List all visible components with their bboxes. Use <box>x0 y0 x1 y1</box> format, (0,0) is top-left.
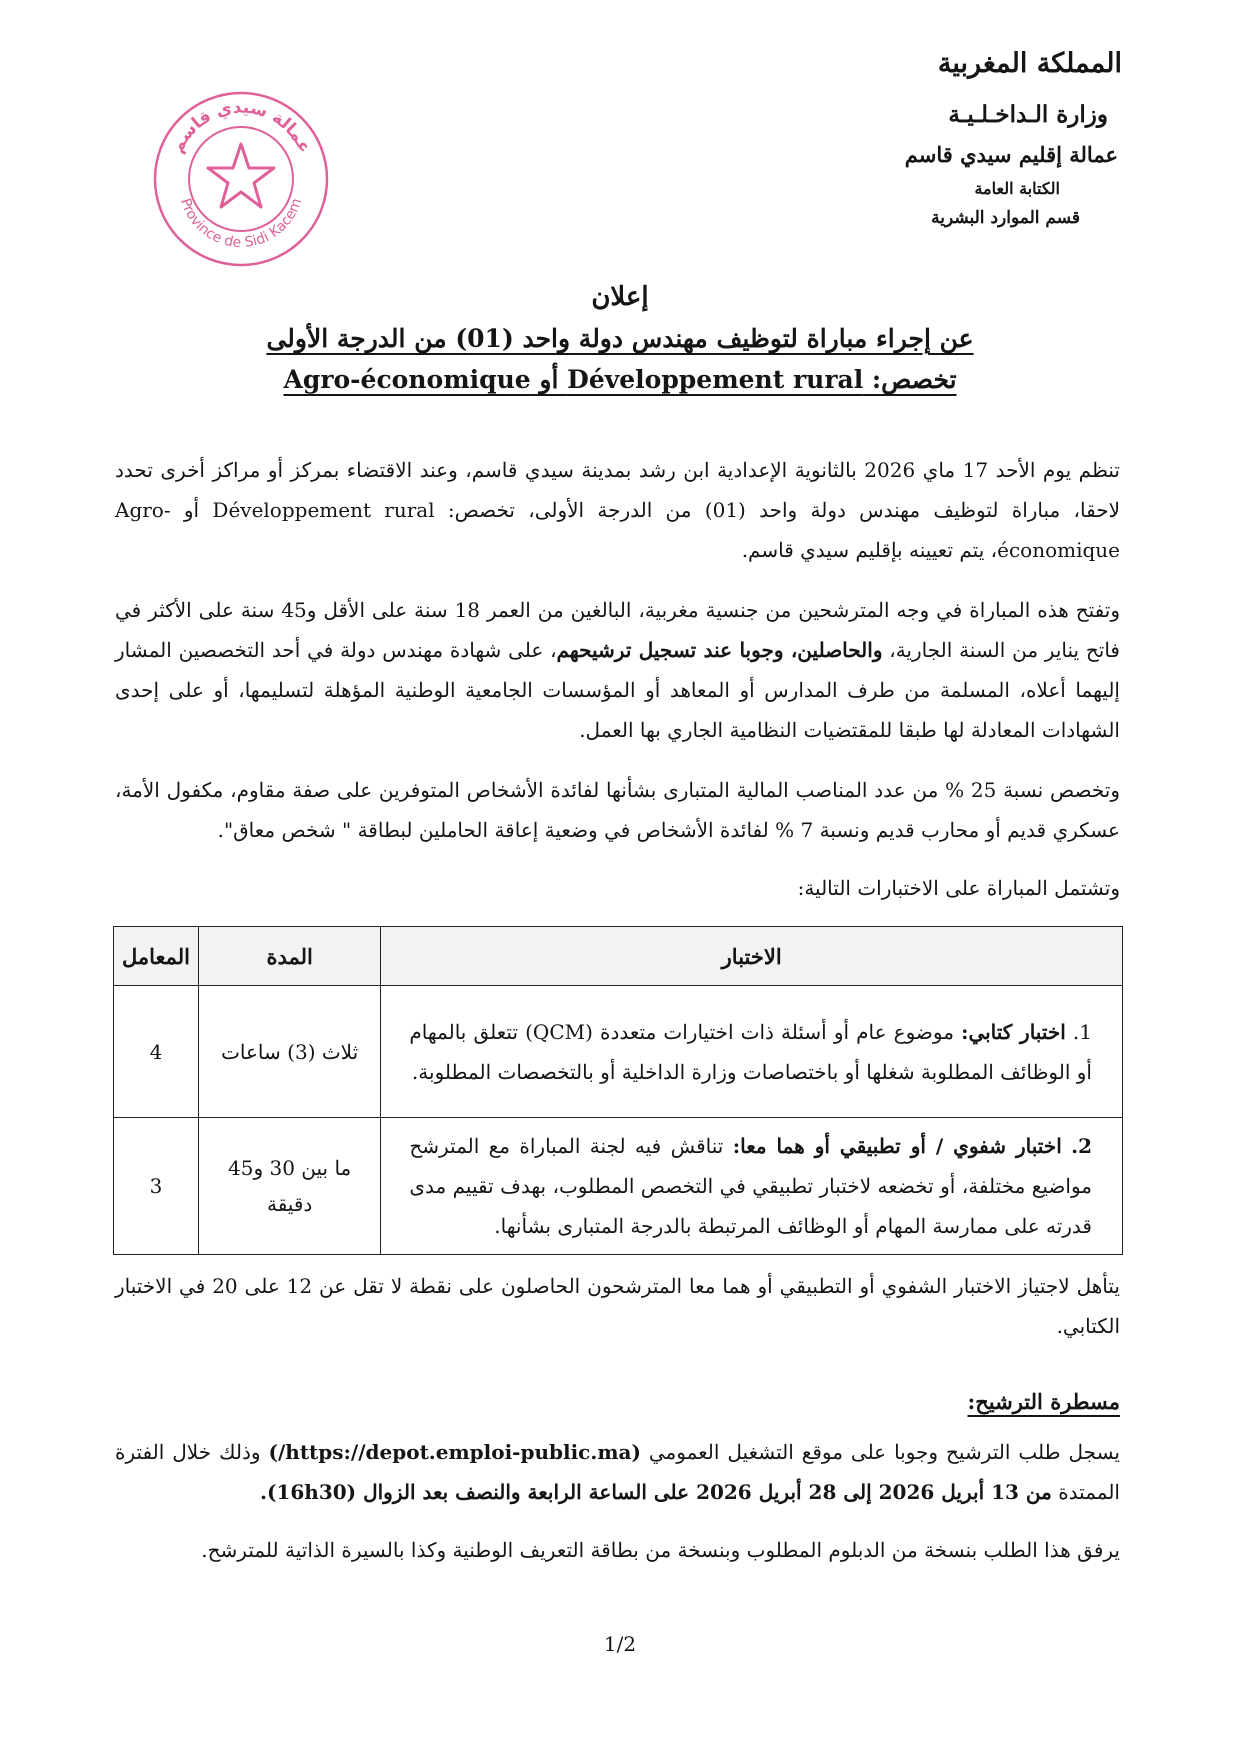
kingdom-name: المملكة المغربية <box>937 48 1122 79</box>
procedure-text-a: يسجل طلب الترشيح وجوبا على موقع التشغيل العمومي <box>640 1440 1120 1464</box>
coefficient-cell: 4 <box>114 986 199 1118</box>
test-cell-written <box>381 986 1123 1118</box>
duration-cell: ثلاث (3) ساعات <box>198 986 380 1118</box>
duration-cell <box>198 1118 380 1255</box>
eligibility-text-c: ، على شهادة مهندس دولة في أحد التخصصين المشار إليهما أعلاه، المسلمة من طرف المدارس أو المعاهد أو المؤسسات الجامعية الوطنية المؤهلة لتسليمها، أو على إحدى الشهادات المعادلة لها طبقا للمقتضيات النظامية الجاري بها العمل. <box>115 638 1120 742</box>
secretariat-name: الكتابة العامة <box>974 179 1060 198</box>
paragraph-qualification: يتأهل لاجتياز الاختبار الشفوي أو التطبيقي أو هما معا المترشحون الحاصلون على نقطة لا تقل عن 12 على 20 في الاختبار الكتابي. <box>115 1274 1120 1338</box>
paragraph-quota: وتخصص نسبة 25 % من عدد المناصب المالية المتبارى بشأنها لفائدة الأشخاص المتوفرين على صفة مقاوم، مكفول الأمة، عسكري قديم أو محارب قديم ونسبة 7 % لفائدة الأشخاص في وضعية إعاقة الحاملين لبطاقة " شخص معاق". <box>115 778 1120 842</box>
test-description: تناقش فيه لجنة المباراة مع المترشح مواضيع مختلفة، أو تخضعه لاختبار تطبيقي في التخصص المطلوب، بهدف تقييم مدى قدرته على ممارسة المهام أو الوظائف المرتبطة بالدرجة المتبارى بشأنها. <box>409 1134 1092 1238</box>
paragraph-exam-date: تنظم يوم الأحد 17 ماي 2026 بالثانوية الإعدادية ابن رشد بمدينة سيدي قاسم، وعند الاقتضاء بمركز أو مراكز أخرى تحدد لاحقا، مباراة لتوظيف مهندس دولة واحد (01) من الدرجة الأولى، تخصص: Développement rural أو Agro-économique، يتم تعيينه بإقليم سيدي قاسم. <box>115 458 1120 562</box>
page-number: 1/2 <box>603 1632 637 1656</box>
header-duration: المدة <box>198 927 380 986</box>
svg-text:Province de Sidi Kacem: Province de Sidi Kacem <box>176 196 306 252</box>
title-announcement: إعلان <box>591 282 649 312</box>
header-coefficient: المعامل <box>114 927 199 986</box>
application-period: من 13 أبريل 2026 إلى 28 أبريل 2026 على الساعة الرابعة والنصف بعد الزوال (16h30). <box>260 1480 1052 1504</box>
section-heading-application: مسطرة الترشيح: <box>967 1389 1120 1414</box>
table-row <box>114 986 1123 1118</box>
exams-table <box>113 926 1123 1255</box>
eligibility-text-a: وتفتح هذه المباراة في وجه المترشحين من جنسية مغربية، البالغين من العمر 18 سنة على الأقل و45 سنة على الأكثر في فاتح يناير من السنة الجارية، <box>115 598 1121 662</box>
test-number: 1. <box>1072 1019 1092 1044</box>
ministry-name: وزارة الـداخـلـيـة <box>948 101 1108 128</box>
title-subject: عن إجراء مباراة لتوظيف مهندس دولة واحد (01) من الدرجة الأولى <box>266 324 974 353</box>
official-stamp <box>150 88 332 270</box>
title-specialty: تخصص: Développement rural أو Agro-économique <box>283 365 957 394</box>
duration-unit: دقيقة <box>266 1192 313 1216</box>
letterhead <box>702 48 1122 228</box>
application-website: (https://depot.emploi-public.ma/) <box>268 1440 641 1464</box>
star-icon <box>208 144 274 207</box>
test-name: اختبار كتابي: <box>961 1019 1066 1044</box>
test-name: اختبار شفوي / أو تطبيقي أو هما معا: <box>732 1134 1062 1158</box>
test-number: 2. <box>1071 1134 1093 1158</box>
paragraph-attachments: يرفق هذا الطلب بنسخة من الدبلوم المطلوب وبنسخة من بطاقة التعريف الوطنية وكذا بالسيرة الذاتية للمترشح. <box>201 1538 1120 1562</box>
svg-text:عمالة سيدي قاسم: عمالة سيدي قاسم <box>167 97 315 157</box>
paragraph-tests-intro: وتشتمل المباراة على الاختبارات التالية: <box>797 876 1120 900</box>
announcement-title <box>200 282 1040 394</box>
table-row <box>114 1118 1123 1255</box>
paragraph-application-procedure <box>115 1432 1120 1512</box>
province-name: عمالة إقليم سيدي قاسم <box>904 142 1118 167</box>
procedure-text-c: وذلك خلال الفترة الممتدة <box>115 1440 1120 1504</box>
paragraph-eligibility <box>115 590 1120 750</box>
duration-range: ما بين 30 و45 <box>228 1156 352 1180</box>
coefficient-cell: 3 <box>114 1118 199 1255</box>
table-header-row <box>114 927 1123 986</box>
department-name: قسم الموارد البشرية <box>931 208 1080 228</box>
test-cell-oral <box>381 1118 1123 1255</box>
eligibility-emphasis: والحاصلين، وجوبا عند تسجيل ترشيحهم <box>556 638 883 662</box>
test-description: موضوع عام أو أسئلة ذات اختيارات متعددة (QCM) تتعلق بالمهام أو الوظائف المطلوبة شغلها أو باختصاصات وزارة الداخلية أو بالتخصصات المطلوبة. <box>409 1019 1092 1084</box>
header-test: الاختبار <box>381 927 1123 986</box>
